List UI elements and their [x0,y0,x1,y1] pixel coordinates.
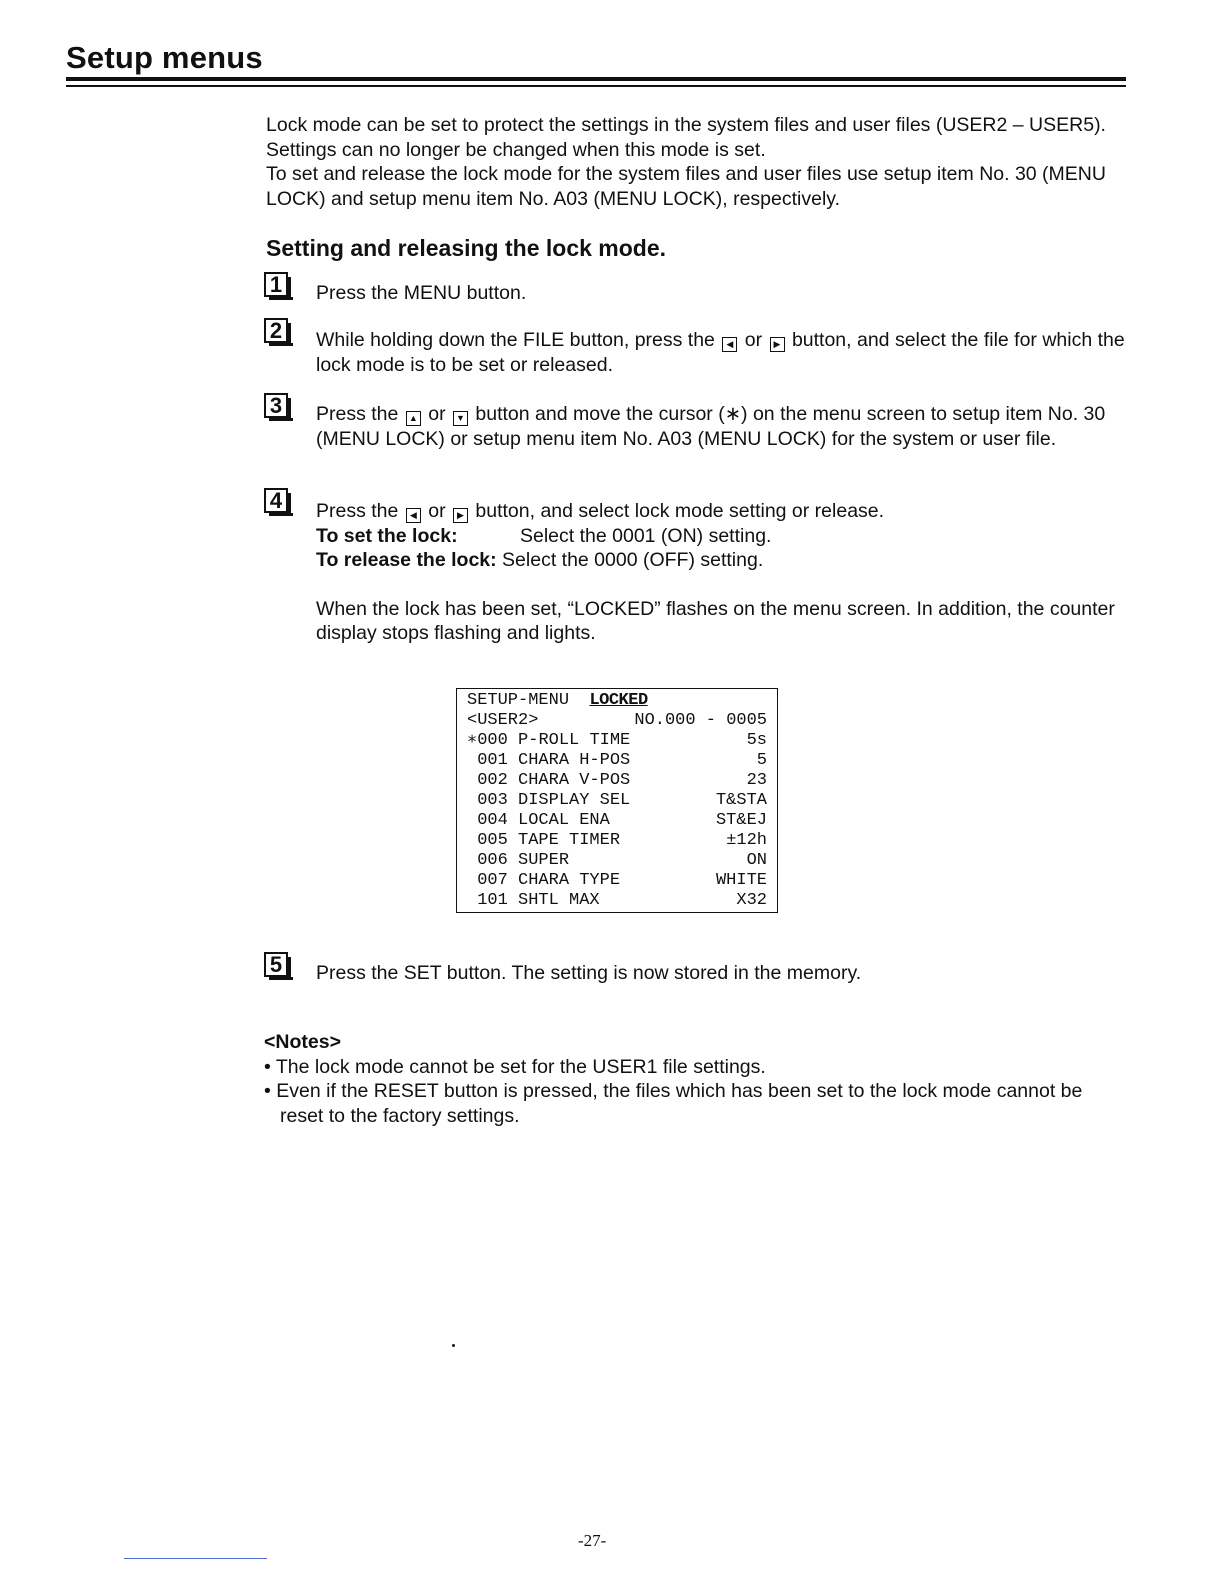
step-3-number: 3 [264,393,288,418]
menu-row-value: T&STA [715,791,767,810]
left-arrow-button-icon: ◀ [722,337,737,352]
menu-row [467,731,767,751]
menu-row-value: ON [746,851,767,870]
menu-row-label: 002 CHARA V-POS [467,771,631,790]
step-3-text-b: button and move the cursor (∗) on the menu screen to setup item No. 30 (MENU LOCK) or setup menu item No. A03 (MENU LOCK) for the system or user file. [316,403,1106,450]
step-3-text-a: Press the [316,403,399,425]
menu-row [467,831,767,851]
step-5-text [316,961,1126,986]
intro-paragraph-2: To set and release the lock mode for the system files and user files use setup item No. 30 (MENU LOCK) and setup menu item No. A03 (MENU LOCK), respectively. [266,163,1106,210]
menu-user-line [467,711,767,731]
right-arrow-button-icon: ▶ [770,337,785,352]
stray-dot [452,1344,455,1347]
menu-row [467,851,767,871]
locked-indicator: LOCKED [589,691,648,710]
release-lock-label: To release the lock: [316,549,497,571]
menu-row-value: 5 [756,751,767,770]
step-4-number: 4 [264,488,288,513]
menu-title: SETUP-MENU [467,691,570,710]
menu-range: NO.000 - 0005 [634,711,767,730]
page-number: -27- [578,1531,607,1550]
note-item: • The lock mode cannot be set for the USER1 file settings. [264,1055,766,1078]
menu-row-value: ST&EJ [715,811,767,830]
left-arrow-button-icon: ◀ [406,508,421,523]
step-2-or: or [744,329,763,351]
menu-row-label: 006 SUPER [467,851,570,870]
menu-row [467,811,767,831]
note-item: • Even if the RESET button is pressed, the files which has been set to the lock mode cannot be reset to the factory settings. [264,1080,1083,1127]
menu-row-label: 101 SHTL MAX [467,891,600,910]
intro-paragraph-1: Lock mode can be set to protect the settings in the system files and user files (USER2 – USER5). Settings can no longer be changed when this mode is set. [266,114,1106,161]
step-4-or: or [428,500,446,522]
step-2-number: 2 [264,318,288,343]
notes-title: <Notes> [264,1031,341,1053]
step-1-instruction: Press the MENU button. [316,282,527,304]
step-4-text-a: Press the [316,500,399,522]
menu-row-label: ∗000 P-ROLL TIME [467,731,631,750]
down-arrow-button-icon: ▼ [453,411,468,426]
notes-section [264,1030,1126,1128]
menu-row [467,791,767,811]
menu-row-label: 007 CHARA TYPE [467,871,621,890]
menu-title-line [467,691,767,711]
step-2-text-b: button, and select the file for which the lock mode is to be set or released. [316,329,1125,376]
set-lock-row [316,524,1126,549]
step-5-number: 5 [264,952,288,977]
footer-line [124,1558,267,1559]
step-5-instruction: Press the SET button. The setting is now stored in the memory. [316,962,862,984]
step-4-text [316,499,1126,646]
menu-row-label: 001 CHARA H-POS [467,751,631,770]
menu-row [467,891,767,911]
intro-text [266,113,1128,211]
step-3-or: or [428,403,446,425]
step-2-text-a: While holding down the FILE button, press the [316,329,715,351]
release-lock-value: Select the 0000 (OFF) setting. [502,549,764,571]
step-1-text [316,281,1126,306]
header-rule-thick [66,77,1126,81]
step-4-after-text: When the lock has been set, “LOCKED” flashes on the menu screen. In addition, the counter display stops flashing and lights. [316,597,1115,644]
step-4-text-b: button, and select lock mode setting or release. [475,500,885,522]
menu-row-value: 23 [746,771,767,790]
step-2-text [316,328,1126,377]
menu-row-value: WHITE [715,871,767,890]
release-lock-row [316,548,1126,573]
menu-row-value: 5s [746,731,767,750]
menu-row-label: 004 LOCAL ENA [467,811,610,830]
up-arrow-button-icon: ▲ [406,411,421,426]
menu-user: <USER2> [467,711,539,730]
step-1-number: 1 [264,272,288,297]
page-title: Setup menus [66,40,263,75]
menu-row-value: ±12h [726,831,767,850]
menu-row [467,751,767,771]
menu-row [467,871,767,891]
menu-row-label: 005 TAPE TIMER [467,831,621,850]
right-arrow-button-icon: ▶ [453,508,468,523]
set-lock-label: To set the lock: [316,524,458,547]
step-3-text [316,402,1126,451]
menu-row-value: X32 [736,891,767,910]
menu-row [467,771,767,791]
menu-row-label: 003 DISPLAY SEL [467,791,631,810]
header-rule-thin [66,85,1126,87]
set-lock-value: Select the 0001 (ON) setting. [520,524,772,547]
section-heading: Setting and releasing the lock mode. [266,235,667,261]
setup-menu-screen [456,688,778,913]
